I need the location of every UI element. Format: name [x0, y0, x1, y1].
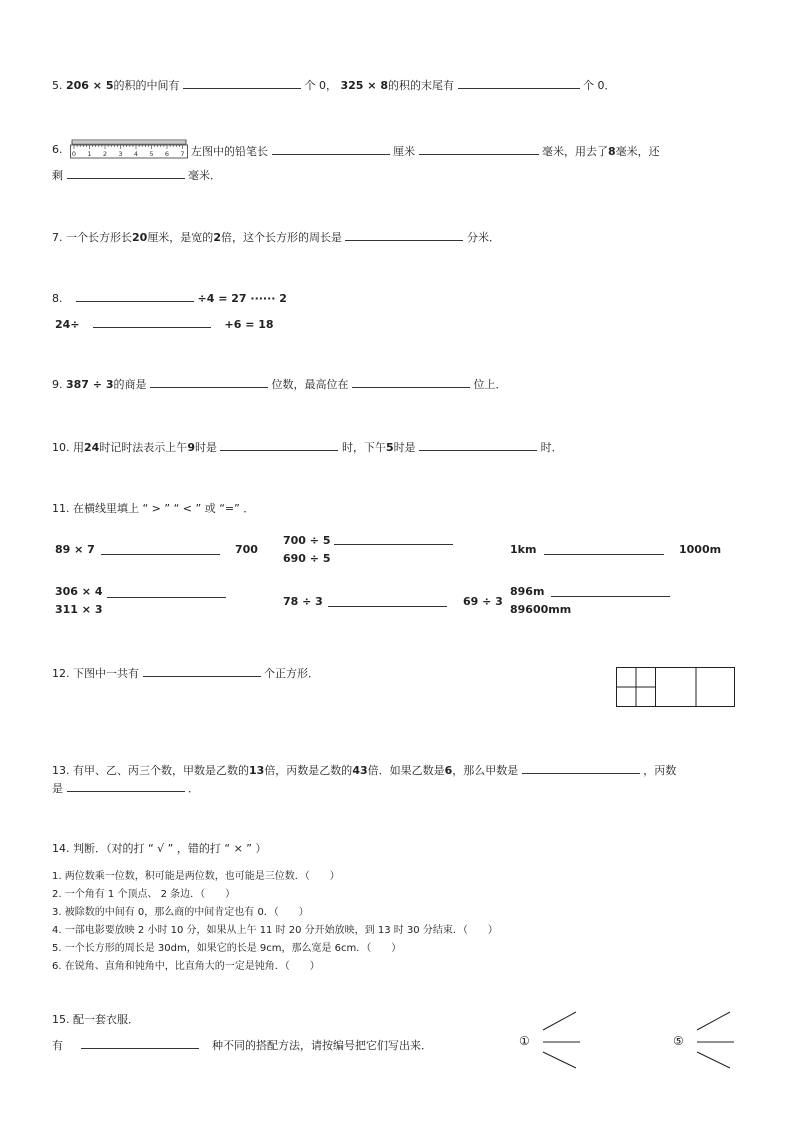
- q8-expr2a: 24÷: [55, 318, 80, 331]
- q11-blank-r1-2[interactable]: [334, 533, 453, 545]
- squares-figure: [616, 667, 735, 707]
- q15-blank[interactable]: [81, 1037, 199, 1049]
- q13-text5: ，丙数: [643, 764, 677, 777]
- q7-text4: 分米．: [466, 231, 500, 244]
- q5-text2: 个 0，: [304, 79, 337, 92]
- q11-blank-r2-2[interactable]: [328, 595, 447, 607]
- q11-r1-b: 700: [235, 543, 258, 556]
- q15-text1: 有: [52, 1039, 63, 1052]
- q15-title: 15. 配一套衣服．: [52, 1013, 139, 1026]
- q5-expr2: 325 × 8: [340, 79, 388, 92]
- ruler-tick-label: 3: [118, 150, 123, 158]
- q13-n2: 43: [352, 764, 368, 777]
- q12-blank[interactable]: [143, 665, 261, 677]
- q14-item-3[interactable]: 3. 被除数的中间有 0，那么商的中间肯定也有 0．（ ）: [52, 907, 309, 918]
- q11-r2-a2: 311 × 3: [55, 603, 103, 616]
- q6-text1: 左图中的铅笔长: [191, 145, 268, 158]
- q11-blank-r2-3[interactable]: [551, 585, 670, 597]
- q15-marker-1: ①: [519, 1034, 530, 1048]
- q14-item-2[interactable]: 2. 一个角有 1 个顶点、 2 条边．（ ）: [52, 889, 236, 900]
- q9-text4: 位上．: [473, 378, 507, 391]
- q5-expr1: 206 × 5: [66, 79, 114, 92]
- q14-item-5[interactable]: 5. 一个长方形的周长是 30dm，如果它的长是 9cm，那么宽是 6cm．（ ）: [52, 943, 402, 954]
- ruler-tick-label: 1: [87, 150, 92, 158]
- q12: [52, 665, 319, 681]
- q14-title: 14. 判断．（对的打 “ √ ” ，错的打 “ × ” ）: [52, 842, 267, 855]
- q7-blank[interactable]: [345, 229, 463, 241]
- q5-text4: 个 0．: [583, 79, 616, 92]
- q10-n3: 5: [385, 441, 394, 454]
- ruler-tick-label: 6: [164, 150, 170, 158]
- q11-r2-d2: 89600mm: [510, 603, 572, 616]
- q11-blank-r1-3[interactable]: [544, 543, 664, 555]
- q9-expr: 387 ÷ 3: [66, 378, 114, 391]
- q9-text2: 的商是: [113, 378, 147, 391]
- q6-text5: 毫米．: [188, 169, 221, 182]
- q13-blank1[interactable]: [522, 762, 640, 774]
- q9-blank1[interactable]: [150, 376, 268, 388]
- ruler-tick-label: 7: [180, 150, 185, 158]
- q6-number: 6.: [52, 143, 63, 156]
- q10-text5: 时是: [393, 441, 416, 454]
- q13-line2: [52, 780, 199, 796]
- ruler-tick-label: 0: [71, 150, 77, 158]
- q11-r2-b: 78 ÷ 3: [283, 595, 323, 608]
- q7-n2: 2: [213, 231, 221, 244]
- q13-text2: 倍，丙数是乙数的: [264, 764, 353, 777]
- q6-num8: 8: [608, 145, 616, 158]
- q6-text2: 厘米: [393, 145, 415, 158]
- q15-marker-5: ⑤: [673, 1034, 684, 1048]
- q13-text6: 是: [52, 782, 63, 795]
- q15-text2: 种不同的搭配方法，请按编号把它们写出来．: [212, 1039, 432, 1052]
- q10-text6: 时．: [540, 441, 563, 454]
- q11-r2-d1: 896m: [510, 585, 545, 598]
- q7: [52, 229, 500, 245]
- q11-blank-r1-1[interactable]: [101, 543, 220, 555]
- q5-blank2[interactable]: [458, 77, 580, 89]
- q12-text2: 个正方形．: [264, 667, 319, 680]
- q5-text1: 的积的中间有: [113, 79, 180, 92]
- q13-line1: [52, 762, 676, 778]
- q5-text3: 的积的末尾有: [388, 79, 454, 92]
- q11-r1-c1: 700 ÷ 5: [283, 534, 331, 547]
- q6-line2: [52, 167, 221, 183]
- q14-item-1[interactable]: 1. 两位数乘一位数，积可能是两位数，也可能是三位数．（ ）: [52, 871, 340, 882]
- q8-blank1[interactable]: [76, 290, 194, 302]
- q7-n1: 20: [132, 231, 148, 244]
- q6-blank2[interactable]: [419, 143, 539, 155]
- q11-r1-d: 1km: [510, 543, 537, 556]
- q11-r1-e: 1000m: [679, 543, 722, 556]
- q8-line1: [52, 290, 287, 305]
- q9: [52, 376, 507, 392]
- q5-number: 5.: [52, 79, 66, 92]
- q14-item-6[interactable]: 6. 在锐角、直角和钝角中，比直角大的一定是钝角．（ ）: [52, 961, 320, 972]
- q10-n1: 24: [84, 441, 100, 454]
- q11-blank-r2-1[interactable]: [107, 586, 226, 598]
- q12-text1: 12. 下图中一共有: [52, 667, 139, 680]
- q9-blank2[interactable]: [352, 376, 470, 388]
- q11-title: 11. 在横线里填上 “ > ” “ < ” 或 “=” ．: [52, 502, 255, 515]
- q10-n2: 9: [187, 441, 195, 454]
- q6-text3c: 毫米，还: [615, 145, 660, 158]
- q7-text1: 7. 一个长方形长: [52, 231, 132, 244]
- q5-blank1[interactable]: [183, 77, 301, 89]
- ruler-tick-label: 4: [133, 150, 139, 158]
- q15-fan-lines-5: [694, 1010, 736, 1070]
- q6-text3: 毫米，用去了: [542, 145, 608, 158]
- q9-text3: 位数，最高位在: [271, 378, 349, 391]
- q8-number: 8.: [52, 292, 63, 305]
- q10-blank1[interactable]: [220, 439, 338, 451]
- q6-blank3[interactable]: [67, 167, 185, 179]
- q10: [52, 439, 563, 455]
- q10-text4: 时，下午: [341, 441, 386, 454]
- ruler-pencil-image: [70, 138, 188, 160]
- q11-r2-a1: 306 × 4: [55, 585, 103, 598]
- q8-expr1: ÷4 = 27 ······ 2: [197, 292, 287, 305]
- q6-line1: [191, 143, 660, 159]
- q13-text7: ．: [188, 782, 199, 795]
- q13-n3: 6: [444, 764, 453, 777]
- q13-blank2[interactable]: [67, 780, 185, 792]
- q7-text2: 厘米，是宽的: [147, 231, 214, 244]
- q6-blank1[interactable]: [272, 143, 390, 155]
- q10-text3: 时是: [194, 441, 217, 454]
- q6-text4: 剩: [52, 169, 63, 182]
- ruler-tick-label: 5: [149, 150, 154, 158]
- q15-line: [52, 1037, 432, 1053]
- q13-text4: ，那么甲数是: [452, 764, 519, 777]
- q13-text1: 13. 有甲、乙、丙三个数，甲数是乙数的: [52, 764, 249, 777]
- q8-expr2b: +6 = 18: [224, 318, 274, 331]
- q10-text2: 时记时法表示上午: [99, 441, 188, 454]
- q9-number: 9.: [52, 378, 66, 391]
- q10-blank2[interactable]: [419, 439, 537, 451]
- q13-n1: 13: [249, 764, 265, 777]
- q10-text1: 10. 用: [52, 441, 84, 454]
- q14-item-4[interactable]: 4. 一部电影要放映 2 小时 10 分，如果从上午 11 时 20 分开始放映，到 13 时 30 分结束．（ ）: [52, 925, 498, 936]
- q13-text3: 倍．如果乙数是: [367, 764, 445, 777]
- q8-line2: [55, 316, 274, 331]
- q7-text3: 倍，这个长方形的周长是: [220, 231, 342, 244]
- q11-r1-a: 89 × 7: [55, 543, 95, 556]
- q5: [52, 77, 616, 93]
- q11-r1-c2: 690 ÷ 5: [283, 552, 331, 565]
- q8-blank2[interactable]: [93, 316, 211, 328]
- ruler-tick-label: 2: [102, 150, 108, 158]
- q11-r2-c: 69 ÷ 3: [463, 595, 503, 608]
- q15-fan-lines-1: [540, 1010, 582, 1070]
